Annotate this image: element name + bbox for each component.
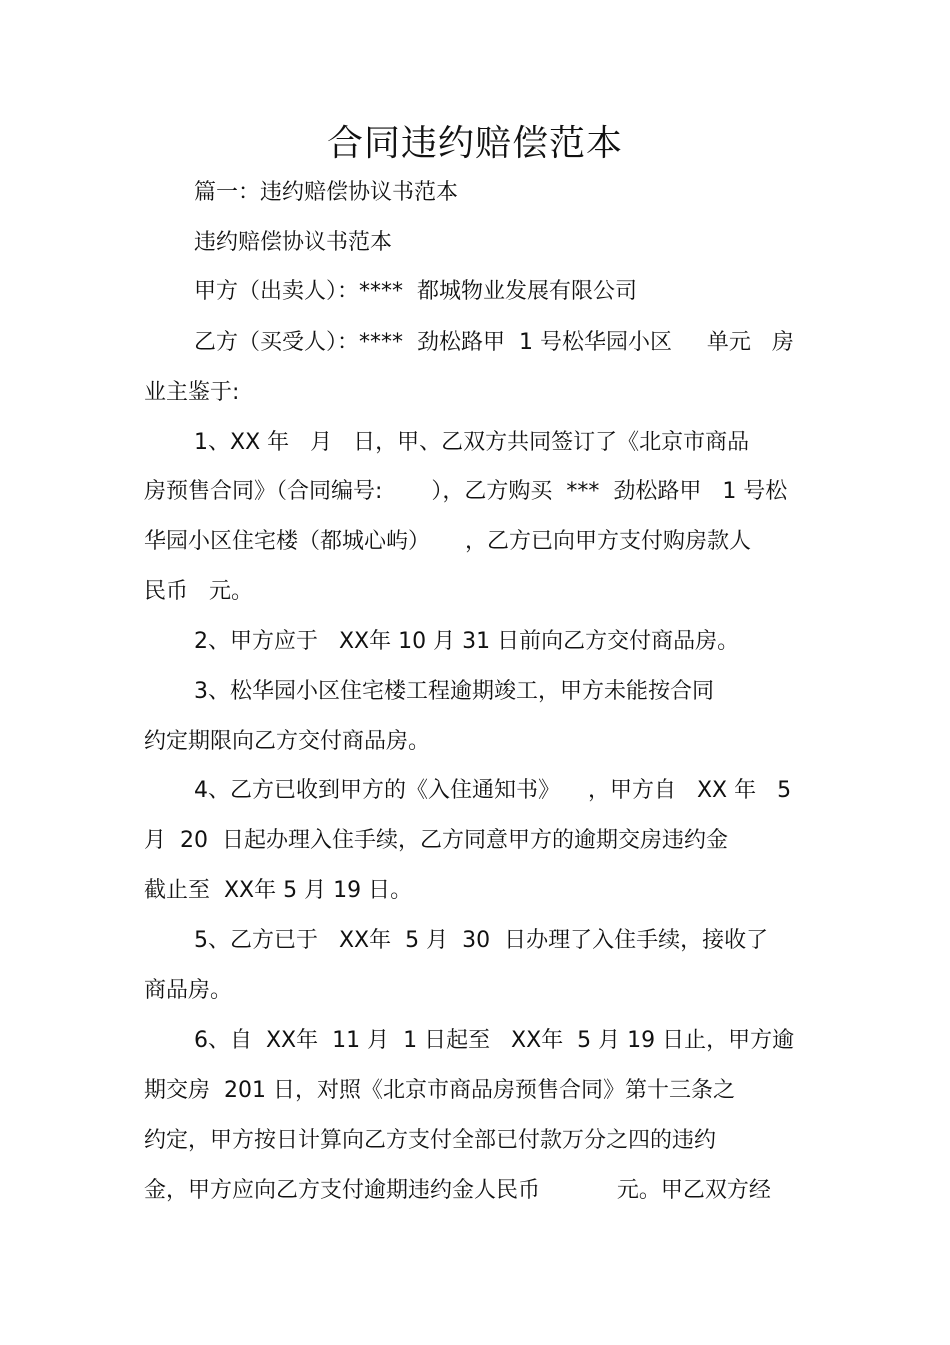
section-heading: 篇一：违约赔偿协议书范本 <box>194 180 459 205</box>
clause-4-line-3: 截止至 XX年 5 月 19 日。 <box>144 878 413 903</box>
clause-3-line-2: 约定期限向乙方交付商品房。 <box>144 729 431 754</box>
clause-6-line-3: 约定，甲方按日计算向乙方支付全部已付款万分之四的违约 <box>144 1128 717 1153</box>
clause-5-line-1: 5、乙方已于 XX年 5 月 30 日办理了入住手续，接收了 <box>194 928 769 953</box>
clause-5-line-2: 商品房。 <box>144 978 233 1003</box>
clause-1-line-1: 1、XX 年 月 日，甲、乙双方共同签订了《北京市商品 <box>194 430 750 455</box>
party-a-line: 甲方（出卖人）：**** 都城物业发展有限公司 <box>194 279 637 304</box>
party-b-line: 乙方（买受人）：**** 劲松路甲 1 号松华园小区 单元 房 <box>194 330 794 355</box>
agreement-subtitle: 违约赔偿协议书范本 <box>194 230 393 255</box>
clause-6-line-1: 6、自 XX年 11 月 1 日起至 XX年 5 月 19 日止，甲方逾 <box>194 1028 795 1053</box>
clause-6-line-4: 金，甲方应向乙方支付逾期违约金人民币 元。甲乙双方经 <box>144 1178 771 1203</box>
clause-1-line-4: 民币 元。 <box>144 579 253 604</box>
clause-4-line-2: 月 20 日起办理入住手续，乙方同意甲方的逾期交房违约金 <box>144 828 728 853</box>
clause-1-line-3: 华园小区住宅楼（都城心屿） ，乙方已向甲方支付购房款人 <box>144 529 751 554</box>
clause-1-line-2: 房预售合同》（合同编号: ），乙方购买 *** 劲松路甲 1 号松 <box>144 479 788 504</box>
clause-3-line-1: 3、松华园小区住宅楼工程逾期竣工，甲方未能按合同 <box>194 679 714 704</box>
party-b-line-cont: 业主鉴于: <box>144 380 240 405</box>
clause-4-line-1: 4、乙方已收到甲方的《入住通知书》 ，甲方自 XX 年 5 <box>194 778 792 803</box>
clause-6-line-2: 期交房 201 日，对照《北京市商品房预售合同》第十三条之 <box>144 1078 735 1103</box>
document-title: 合同违约赔偿范本 <box>326 123 623 164</box>
clause-2-line-1: 2、甲方应于 XX年 10 月 31 日前向乙方交付商品房。 <box>194 629 740 654</box>
